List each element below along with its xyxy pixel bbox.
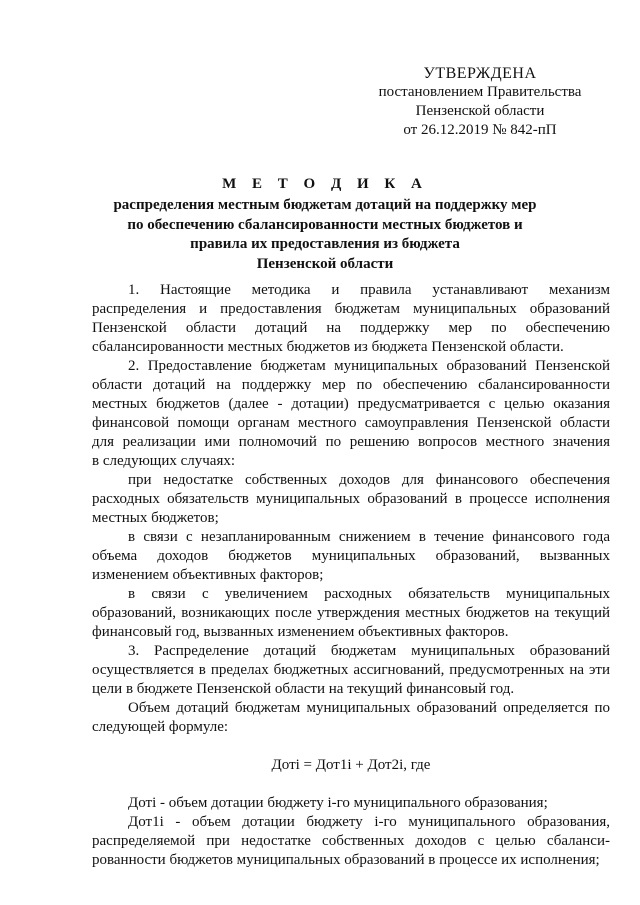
text-line: области дотаций на поддержку мер по обеспечению сбалансированности xyxy=(92,377,610,393)
text-line: рованности бюджетов муниципальных образований в процессе их исполнения; xyxy=(92,852,600,868)
text-line: осуществляется в пределах бюджетных ассигнований, предусмотренных на эти xyxy=(92,662,610,678)
subtitle-line: по обеспечению сбалансированности местных бюджетов и xyxy=(127,216,523,233)
text-line: расходных обязательств муниципальных образований в процессе исполнения xyxy=(92,491,610,507)
subtitle-line: Пензенской области xyxy=(256,255,394,272)
text-line: 3. Распределение дотаций бюджетам муниципальных образований xyxy=(128,643,610,659)
text-line: Пензенской области дотаций на поддержку мер по обеспечению xyxy=(92,320,610,336)
text-line: 1. Настоящие методика и правила устанавливают механизм xyxy=(128,282,610,298)
text-line: при недостатке собственных доходов для финансового обеспечения xyxy=(128,472,610,488)
text-line: сбалансированности местных бюджетов из бюджета Пензенской области. xyxy=(92,339,564,355)
text-line: Дот1i - объем дотации бюджету i-го муниципального образования, xyxy=(128,814,610,830)
text-line: финансовый год, вызванных изменением объективных факторов. xyxy=(92,624,509,640)
approval-heading: УТВЕРЖДЕНА xyxy=(423,65,537,82)
approval-line: постановлением Правительства xyxy=(378,84,582,100)
text-line: следующей формуле: xyxy=(92,719,229,735)
approval-stamp xyxy=(340,64,620,140)
title-heading: М Е Т О Д И К А xyxy=(222,176,428,192)
text-line: 2. Предоставление бюджетам муниципальных образований Пензенской xyxy=(128,358,610,374)
text-line: изменением объективных факторов; xyxy=(92,567,324,583)
text-line: местных бюджетов (далее - дотации) предусматривается с целью оказания xyxy=(92,396,610,412)
document-title xyxy=(90,174,560,274)
text-line: финансовой помощи органам местного самоуправления Пензенской области xyxy=(92,415,610,431)
text-line: в связи с увеличением расходных обязательств муниципальных xyxy=(128,586,610,602)
subtitle-line: правила их предоставления из бюджета xyxy=(190,236,460,252)
formula: Дотi = Дот1i + Дот2i, где xyxy=(271,757,431,773)
subtitle-line: распределения местным бюджетам дотаций на поддержку мер xyxy=(113,197,537,213)
text-line: для реализации ими полномочий по решению вопросов местного значения xyxy=(92,434,610,450)
text-line: объема доходов бюджетов муниципальных образований, вызванных xyxy=(92,548,610,564)
text-line: местных бюджетов; xyxy=(92,510,219,526)
text-line: распределяемой при недостатке собственных доходов с целью сбаланси- xyxy=(92,833,610,849)
text-line: распределения и предоставления бюджетам муниципальных образований xyxy=(92,301,610,317)
text-line: в связи с незапланированным снижением в течение финансового года xyxy=(128,529,610,545)
text-line: в следующих случаях: xyxy=(92,453,236,469)
text-line: образований, возникающих после утверждения местных бюджетов на текущий xyxy=(92,605,610,621)
approval-date-number: от 26.12.2019 № 842-пП xyxy=(403,122,557,138)
title-subtitle xyxy=(90,196,560,274)
text-line: цели в бюджете Пензенской области на текущий финансовый год. xyxy=(92,681,515,697)
text-line: Дотi - объем дотации бюджету i-го муниципального образования; xyxy=(128,795,548,811)
text-line: Объем дотаций бюджетам муниципальных образований определяется по xyxy=(128,700,610,716)
approval-line: Пензенской области xyxy=(415,103,545,119)
